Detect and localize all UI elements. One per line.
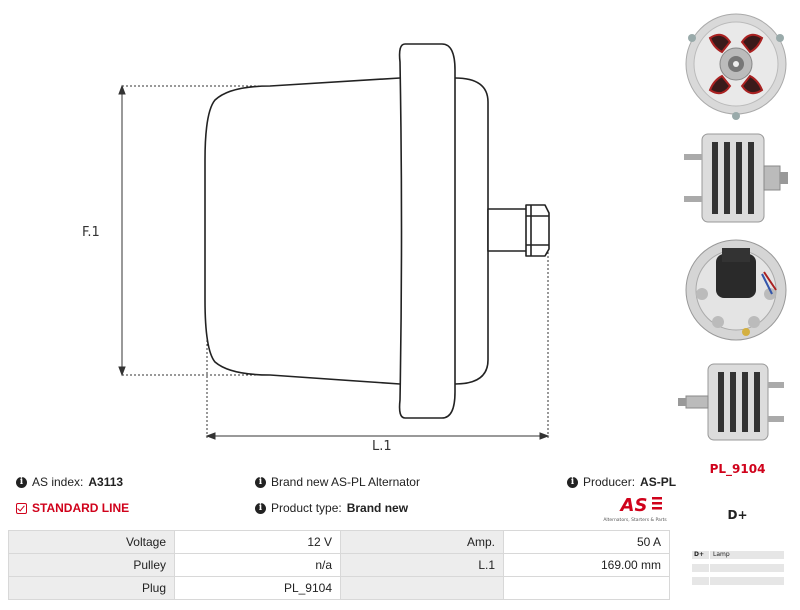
plug-pin-diagram	[692, 551, 784, 590]
table-row	[9, 531, 670, 554]
spec-value: 169.00 mm	[504, 554, 670, 577]
producer-value: AS-PL	[640, 475, 677, 489]
terminal-type-label: D+	[727, 508, 748, 522]
spec-label	[341, 577, 504, 600]
dimension-label-length: L.1	[372, 439, 392, 454]
spec-label: L.1	[341, 554, 504, 577]
as-index-label: AS index:	[32, 475, 84, 489]
plug-pin-description: Lamp	[710, 551, 784, 559]
info-icon: i	[567, 477, 578, 488]
product-type-label: Product type:	[271, 501, 342, 515]
product-description	[255, 475, 420, 489]
plug-pin-description	[710, 564, 784, 572]
product-line-label: STANDARD LINE	[32, 501, 130, 515]
product-photo-front[interactable]	[672, 8, 800, 120]
plug-pin-row	[692, 577, 784, 585]
spec-label: Amp.	[341, 531, 504, 554]
product-description-text: Brand new AS-PL Alternator	[271, 475, 420, 489]
svg-text:AS: AS	[620, 495, 648, 516]
plug-pin-name: D+	[692, 551, 710, 559]
as-index-value: A3113	[88, 475, 124, 489]
product-photo-rear[interactable]	[672, 234, 800, 346]
product-photo-top[interactable]	[672, 352, 800, 452]
spec-value: 50 A	[504, 531, 670, 554]
producer-label: Producer:	[583, 475, 636, 489]
as-index	[16, 475, 123, 489]
product-photo-side[interactable]	[672, 126, 800, 230]
svg-text:Alternators, Starters & Parts: Alternators, Starters & Parts	[603, 518, 667, 523]
dimension-label-height: F.1	[82, 225, 100, 240]
producer	[567, 475, 676, 489]
product-type-value: Brand new	[346, 501, 409, 515]
plug-reference-code: PL_9104	[709, 462, 766, 476]
table-row	[9, 577, 670, 600]
info-icon: i	[255, 503, 266, 514]
info-icon: i	[255, 477, 266, 488]
specifications-table	[8, 530, 670, 600]
spec-label: Plug	[9, 577, 175, 600]
product-type	[255, 501, 408, 515]
plug-pin-row	[692, 564, 784, 572]
as-pl-logo	[600, 494, 670, 524]
table-row	[9, 554, 670, 577]
info-icon: i	[16, 477, 27, 488]
plug-pin-description	[710, 577, 784, 585]
spec-value	[504, 577, 670, 600]
spec-value: n/a	[175, 554, 341, 577]
checkbox-icon	[16, 503, 27, 514]
plug-pin-name	[692, 564, 710, 572]
product-line	[16, 501, 129, 515]
plug-pin-row	[692, 551, 784, 559]
plug-pin-name	[692, 577, 710, 585]
spec-label: Pulley	[9, 554, 175, 577]
spec-value: PL_9104	[175, 577, 341, 600]
spec-value: 12 V	[175, 531, 341, 554]
spec-label: Voltage	[9, 531, 175, 554]
